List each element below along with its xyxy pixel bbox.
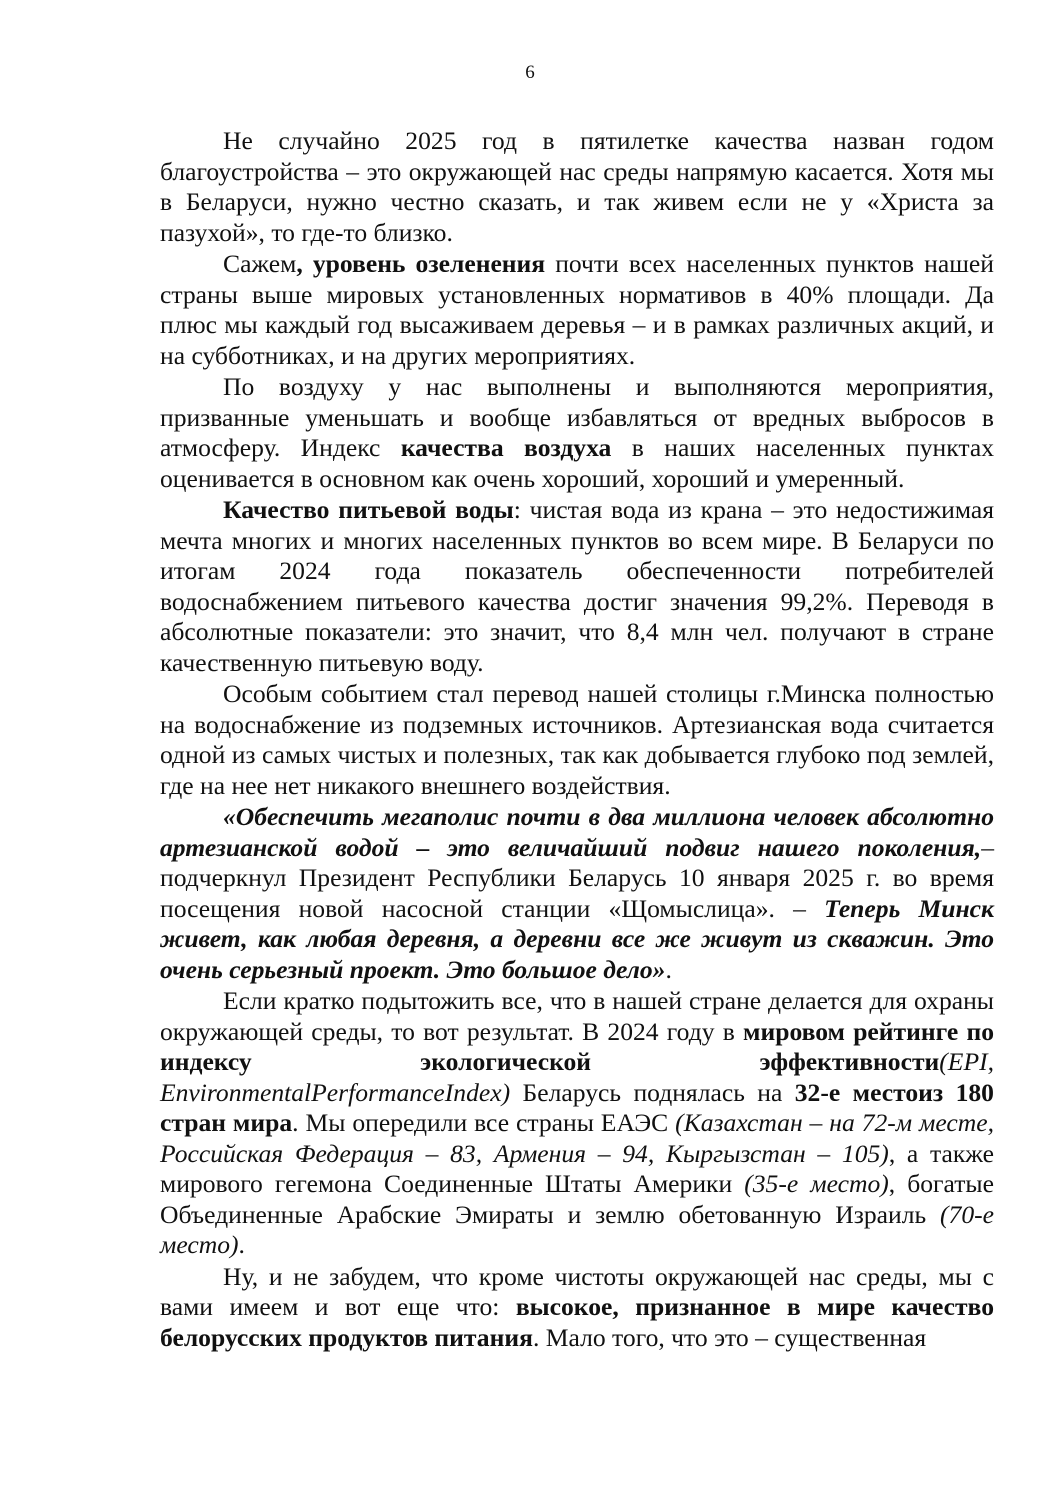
paragraph-quote — [160, 802, 994, 985]
paragraph-minsk — [160, 679, 994, 801]
text-span: , а также мирового гегемона Соединенные Штаты Америки — [160, 1138, 994, 1198]
document-body — [160, 126, 994, 1354]
paragraph-air — [160, 372, 994, 494]
text-span: Ну, и не забудем, что кроме чистоты окружающей нас среды, мы с вами имеем и вот еще что: — [160, 1261, 994, 1321]
text-span: (EPI, EnvironmentalPerformanceIndex) — [160, 1047, 994, 1107]
paragraph-intro — [160, 126, 994, 248]
text-span: . Мало того, что это – существенная — [532, 1322, 927, 1352]
text-span: Особым событием стал перевод нашей столицы г.Минска полностью на водоснабжение из подземных источников. Артезианская вода считается одной из самых чистых и полезных, так как добывается глубоко под землей, где на нее нет никакого внешнего воздействия. — [160, 679, 994, 800]
text-span: Теперь Минск живет, как любая деревня, а деревни все же живут из скважин. Это очень серьезный проект. Это большое дело» — [160, 893, 994, 984]
text-span: Сажем — [223, 249, 297, 278]
text-span: Не случайно 2025 год в пятилетке качества назван годом благоустройства – это окружающей нас среды напрямую касается. Хотя мы в Беларуси, нужно честно сказать, и так живем если не у «Христа за пазухой», то где-то близко. — [160, 126, 994, 247]
text-span: в наших населенных пунктах оценивается в основном как очень хороший, хороший и умеренный. — [160, 433, 994, 493]
text-span: Беларусь поднялась на — [510, 1077, 795, 1107]
text-span: Качество питьевой воды — [223, 495, 514, 524]
text-span: . — [238, 1230, 245, 1259]
text-span: мировом рейтинге по индексу экологической эффективности — [160, 1016, 994, 1076]
text-span: – подчеркнул Президент Республики Беларусь 10 января 2025 г. во время посещения новой насосной станции «Щомыслица». – — [160, 832, 994, 923]
text-span: Если кратко подытожить все, что в нашей стране делается для охраны окружающей среды, то вот результат. В 2024 году в — [160, 986, 994, 1046]
text-span: По воздуху у нас выполнены и выполняются мероприятия, призванные уменьшать и вообще избавляться от вредных выбросов в атмосферу. Индекс — [160, 372, 994, 462]
text-span: . — [665, 954, 672, 984]
text-span: «Обеспечить мегаполис почти в два миллиона человек абсолютно артезианской водой – это величайший подвиг нашего поколения, — [160, 802, 994, 862]
paragraph-food — [160, 1262, 994, 1354]
text-span: , уровень озеленения — [296, 249, 546, 278]
text-span: , богатые Объединенные Арабские Эмираты и землю обетованную Израиль — [160, 1169, 994, 1229]
text-span: качества воздуха — [400, 433, 612, 462]
text-span: (70-е место) — [160, 1199, 994, 1259]
paragraph-rating — [160, 986, 994, 1261]
text-span: (Казахстан – на 72-м месте, Российская Федерация – 83, Армения – 94, Кыргызстан – 105) — [160, 1108, 994, 1168]
text-span: высокое, признанное в мире качество белорусских продуктов питания — [160, 1292, 994, 1352]
paragraph-water — [160, 495, 994, 678]
text-span: почти всех населенных пунктов нашей страны выше мировых установленных нормативов в 40% площади. Да плюс мы каждый год высаживаем деревья – и в рамках различных акций, и на субботниках, и на других мероприятиях. — [160, 249, 994, 370]
text-span: (35-е место) — [744, 1169, 889, 1198]
text-span: . Мы опередили все страны ЕАЭС — [292, 1108, 676, 1137]
text-span: 32-е местоиз 180 стран мира — [160, 1077, 994, 1137]
text-span: : чистая вода из крана – это недостижимая мечта многих и многих населенных пунктов во всем мире. В Беларуси по итогам 2024 года показатель обеспеченности потребителей водоснабжением питьевого качества достиг значения 99,2%. Переводя в абсолютные показатели: это значит, что 8,4 млн чел. получают в стране качественную питьевую воду. — [160, 495, 994, 677]
page-number: 6 — [525, 62, 535, 83]
paragraph-greenery — [160, 249, 994, 371]
